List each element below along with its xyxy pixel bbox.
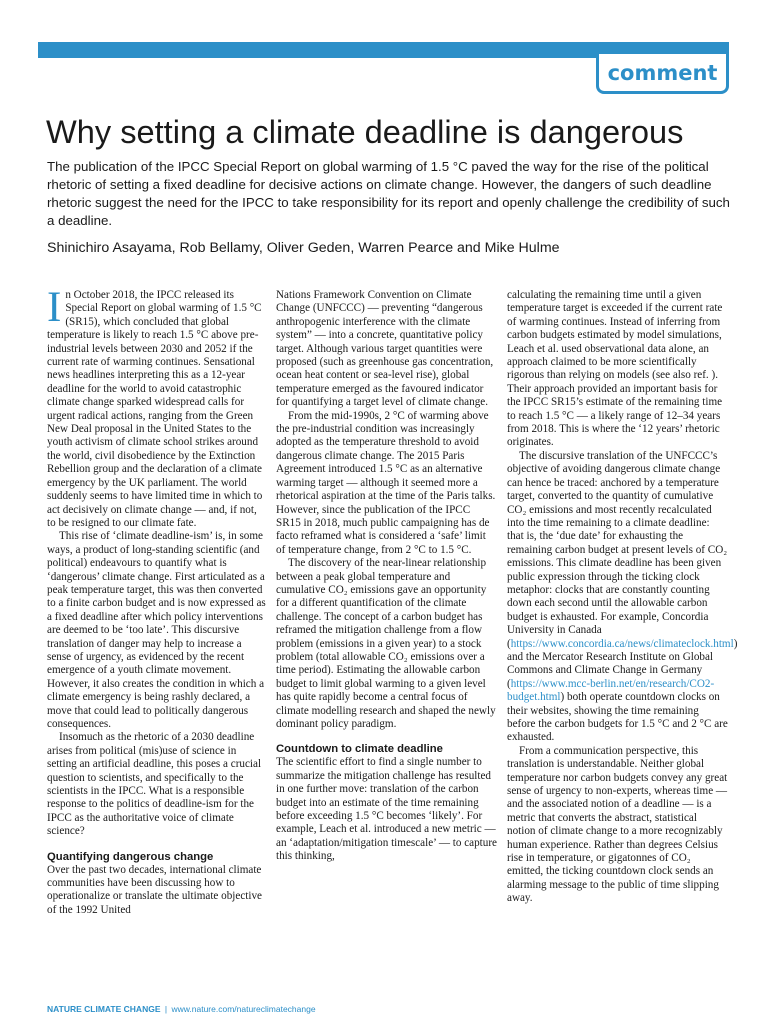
- section-label-tab: [596, 54, 729, 94]
- section-heading: Countdown to climate deadline: [276, 743, 443, 756]
- section-heading: Quantifying dangerous change: [47, 850, 214, 863]
- article-paragraph: In October 2018, the IPCC released its Special Report on global warming of 1.5 °C (SR15), which concluded that global temperature is likely to reach 1.5 °C above pre-industrial levels between 2030 and 2052 if the current rate of warming continues. Sensational news headlines interpreting this as a 12-year deadline for the world to avoid catastrophic climate change sparked widespread calls for urgent radical actions, ranging from the Green New Deal proposal in the United States to the youth activism of climate school strikes around the world, civil disobedience by the Extinction Rebellion group and the declaration of a climate emergency by the UK parliament. The world suddenly seems to have limited time in which to act decisively on climate change — and, if not, to be resigned to our climate fate.: [47, 284, 263, 529]
- page-footer: [47, 1004, 316, 1014]
- article-paragraph: Insomuch as the rhetoric of a 2030 deadline arises from political (mis)use of science in setting an artificial deadline, this poses a crucial question to scientists, and specifically to the scientists in the IPCC. What is a responsible response to the politics of deadline-ism for the IPCC as the authoritative voice of climate science?: [47, 731, 262, 838]
- section-label: comment: [607, 60, 718, 85]
- article-standfirst: The publication of the IPCC Special Report on global warming of 1.5 °C paved the way for the rise of the political rhetoric of setting a fixed deadline for decisive actions on climate change. However, the dangers of such deadline rhetoric suggest the need for the IPCC to take responsibility for its report and openly challenge the credibility of such a deadline.: [47, 159, 730, 228]
- concordia-clock-link[interactable]: https://www.concordia.ca/news/climateclock.html: [510, 637, 734, 650]
- article-column-2: [276, 289, 497, 979]
- article-title: Why setting a climate deadline is dangerous: [46, 113, 684, 150]
- article-paragraph: From the mid-1990s, 2 °C of warming above the pre-industrial condition was increasingly adopted as the temperature threshold to avoid dangerous climate change. The 2015 Paris Agreement introduced 1.5 °C as an alternative warming target — although it seemed more a rhetorical aspiration at the time of the Paris talks. However, since the publication of the IPCC SR15 in 2018, much public campaigning has de facto reframed what is considered a ‘safe’ limit of temperature change, from 2 °C to 1.5 °C.: [276, 409, 496, 556]
- mcc-budget-link[interactable]: https://www.mcc-berlin.net/en/research/CO2-budget.html: [507, 677, 715, 704]
- article-paragraph: The scientific effort to find a single number to summarize the mitigation challenge has resulted in one further move: translation of the carbon budget into an estimate of the time remaining before exceeding 1.5 °C becomes ‘likely’. For example, Leach et al. introduced a new metric — an ‘adaptation/mitigation timescale’ — to capture this thinking,: [276, 756, 497, 863]
- journal-url-link[interactable]: www.nature.com/natureclimatechange: [171, 1004, 316, 1014]
- article-paragraph: calculating the remaining time until a given temperature target is exceeded if the current rate of warming continues. Instead of inferring from carbon budgets estimated by model simulations, Leach et al. used observational data alone, an approach claimed to be more scientifically rigorous than relying on models (see also ref. ). Their approach provided an important basis for the IPCC SR15’s estimate of the remaining time to reach 1.5 °C — a likely range of 12–34 years from 2018. This is where the ‘12 years’ rhetoric originates.: [507, 289, 723, 449]
- article-paragraph: From a communication perspective, this translation is understandable. Neither global temperature nor carbon budgets convey any great sense of urgency to non-experts, whereas time — and the associated notion of a deadline — is a metric that converts the abstract, statistical notion of climate change to a more recognizably human experience. Rather than degrees Celsius rise in temperature, or gigatonnes of CO₂ emitted, the ticking countdown clock sends an alarming message to the public of time slipping away.: [507, 744, 728, 905]
- article-column-1: [47, 284, 268, 979]
- article-paragraph: This rise of ‘climate deadline-ism’ is, in some ways, a product of long-standing scientific (and political) endeavours to quantify what is ‘dangerous’ climate change. First articulated as a peak temperature target, this was then converted to a finite carbon budget and is now expressed as a fixed deadline after which policy interventions are deemed to be ‘too late’. This discursive translation of danger may help to increase a sense of urgency, as evidenced by the recent emergence of a youth climate movement. However, it also creates the condition in which a climate emergency is being rashly declared, a move that could lead to politically dangerous consequences.: [47, 530, 266, 730]
- article-paragraph: The discursive translation of the UNFCCC’s objective of avoiding dangerous climate change can hence be traced: anchored by a temperature target, converted to the quantity of cumulative CO₂ emissions and most recently recalculated into the time remaining to a climate deadline: that is, the ‘due date’ for exhausting the remaining carbon budget at present levels of CO₂ emissions. This climate deadline has been given public expression through the ticking clock metaphor: clocks that are constantly counting down each second until the allowable carbon budget is exhausted. For example, Concordia University in Canada (https://www.concordia.ca/news/climateclock.html) and the Mercator Research Institute on Global Commons and Climate Change in Germany (https://www.mcc-berlin.net/en/research/CO2-budget.html) both operate countdown clocks on their websites, showing the time remaining before the carbon budgets for 1.5 °C and 2 °C are exhausted.: [507, 449, 738, 744]
- article-authors: Shinichiro Asayama, Rob Bellamy, Oliver Geden, Warren Pearce and Mike Hulme: [47, 240, 560, 256]
- journal-name: NATURE CLIMATE CHANGE: [47, 1004, 161, 1014]
- drop-cap: I: [47, 284, 62, 331]
- article-paragraph: Over the past two decades, international climate communities have been discussing how to operationalize or translate the ultimate objective of the 1992 United: [47, 863, 262, 916]
- article-paragraph: Nations Framework Convention on Climate Change (UNFCCC) — preventing “dangerous anthropogenic interference with the climate system” — into a concrete, quantitative policy target. Although various target quantities were proposed (such as greenhouse gas concentration, ocean heat content or sea-level rise), global temperature emerged as the favoured indicator for quantifying a target level of climate change.: [276, 289, 494, 409]
- article-paragraph: The discovery of the near-linear relationship between a peak global temperature and cumulative CO₂ emissions gave an opportunity for a different quantification of the climate challenge. The concept of a carbon budget has reframed the mitigation challenge from a flow problem (emissions in a given year) to a stock problem (total allowable CO₂ emissions over a time period). Estimating the allowable carbon budget to limit global warming to a given level has quite rapidly become a central focus of climate modelling research and shaped the newly dominant policy paradigm.: [276, 557, 496, 730]
- article-column-3: [507, 289, 738, 979]
- footer-separator: |: [164, 1004, 168, 1014]
